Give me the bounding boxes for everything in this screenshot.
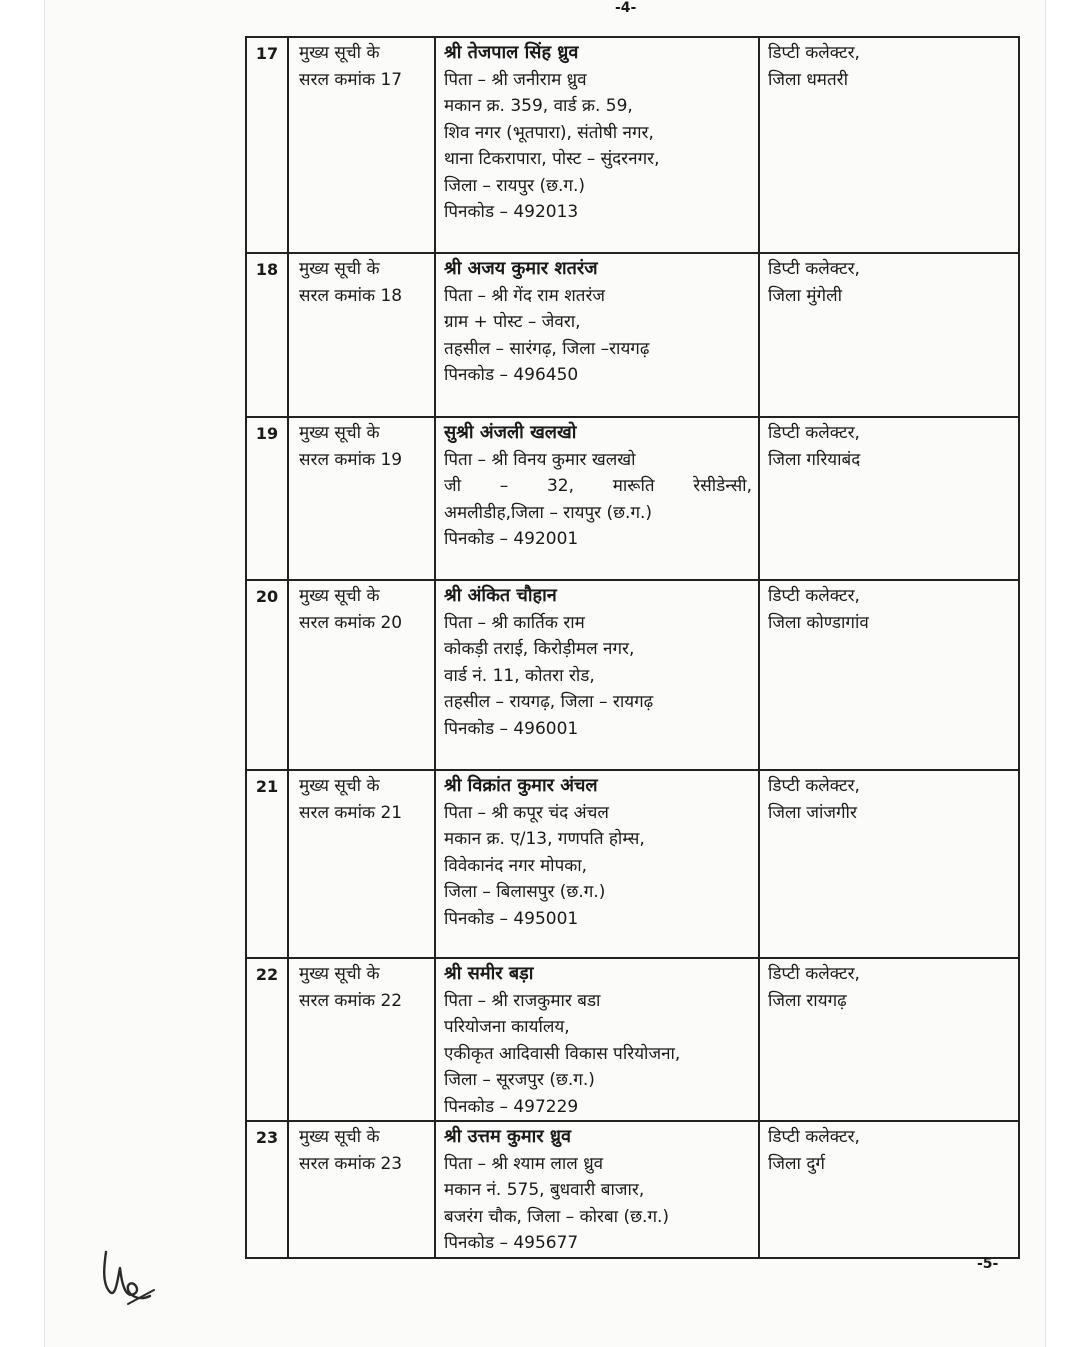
detail-line: पिनकोड – 492013 xyxy=(444,202,579,222)
table-row xyxy=(246,1121,1019,1258)
detail-line: पिता – श्री कपूर चंद अंचल xyxy=(444,802,609,823)
posting-line: डिप्टी कलेक्टर, xyxy=(768,1127,860,1147)
main-list-reference xyxy=(288,958,435,1121)
posting-line: जिला कोण्डागांव xyxy=(768,612,869,633)
officer-details xyxy=(435,253,759,417)
posting-line: जिला धमतरी xyxy=(768,69,849,90)
detail-line: पिता – श्री गेंद राम शतरंज xyxy=(444,285,606,306)
reference-line: सरल कमांक 23 xyxy=(299,1153,403,1174)
detail-line: पिनकोड – 496001 xyxy=(444,718,579,739)
detail-line: थाना टिकरापारा, पोस्ट – सुंदरनगर, xyxy=(444,149,660,169)
main-list-reference xyxy=(288,37,435,253)
reference-line: सरल कमांक 17 xyxy=(299,69,403,90)
detail-line: अमलीडीह,जिला – रायपुर (छ.ग.) xyxy=(444,502,653,523)
serial-number: 18 xyxy=(246,253,288,417)
posting xyxy=(759,253,1019,417)
reference-line: सरल कमांक 19 xyxy=(299,449,403,470)
document-page xyxy=(44,0,1046,1347)
posting xyxy=(759,1121,1019,1258)
posting xyxy=(759,958,1019,1121)
detail-line: ग्राम + पोस्ट – जेवरा, xyxy=(444,312,581,332)
posting xyxy=(759,580,1019,770)
posting-line: जिला दुर्ग xyxy=(768,1153,825,1174)
reference-line: मुख्य सूची के xyxy=(299,423,380,443)
posting-line: डिप्टी कलेक्टर, xyxy=(768,43,860,63)
reference-line: मुख्य सूची के xyxy=(299,1127,380,1147)
detail-line: जिला – सूरजपुर (छ.ग.) xyxy=(444,1070,595,1090)
serial-number: 17 xyxy=(246,37,288,253)
page-number-bottom: -5- xyxy=(977,1256,999,1272)
detail-line: पिता – श्री जनीराम ध्रुव xyxy=(444,69,587,90)
detail-line: शिव नगर (भूतपारा), संतोषी नगर, xyxy=(444,122,654,143)
reference-line: मुख्य सूची के xyxy=(299,43,380,63)
posting-line: डिप्टी कलेक्टर, xyxy=(768,423,860,443)
detail-line: बजरंग चौक, जिला – कोरबा (छ.ग.) xyxy=(444,1206,670,1227)
reference-line: सरल कमांक 18 xyxy=(299,285,403,306)
main-list-reference xyxy=(288,1121,435,1258)
posting-line: डिप्टी कलेक्टर, xyxy=(768,776,860,796)
officer-details xyxy=(435,770,759,958)
serial-number: 23 xyxy=(246,1121,288,1258)
serial-number: 20 xyxy=(246,580,288,770)
detail-line: पिता – श्री विनय कुमार खलखो xyxy=(444,449,636,470)
page-number-top: -4- xyxy=(615,0,637,16)
detail-line: विवेकानंद नगर मोपका, xyxy=(444,855,588,876)
detail-line: पिनकोड – 497229 xyxy=(444,1096,579,1117)
officer-name: श्री अजय कुमार शतरंज xyxy=(444,258,598,279)
officer-details xyxy=(435,958,759,1121)
serial-number: 22 xyxy=(246,958,288,1121)
detail-line: मकान क्र. ए/13, गणपति होम्स, xyxy=(444,829,645,849)
posting-line: जिला मुंगेली xyxy=(768,285,843,306)
posting-line: जिला जांजगीर xyxy=(768,802,857,823)
detail-line: परियोजना कार्यालय, xyxy=(444,1017,570,1037)
reference-line: सरल कमांक 22 xyxy=(299,990,403,1011)
main-list-reference xyxy=(288,580,435,770)
posting xyxy=(759,417,1019,580)
officer-name: श्री अंकित चौहान xyxy=(444,585,557,606)
detail-line: पिनकोड – 492001 xyxy=(444,529,579,549)
officer-details xyxy=(435,417,759,580)
detail-line: पिता – श्री राजकुमार बडा xyxy=(444,990,601,1011)
officer-name: श्री विक्रांत कुमार अंचल xyxy=(444,775,598,796)
detail-line: तहसील – सारंगढ़, जिला –रायगढ़ xyxy=(444,338,650,359)
main-list-reference xyxy=(288,770,435,958)
detail-line: पिनकोड – 495677 xyxy=(444,1233,579,1253)
detail-line: तहसील – रायगढ़, जिला – रायगढ़ xyxy=(444,692,654,712)
posting-line: जिला गरियाबंद xyxy=(768,449,861,470)
posting xyxy=(759,770,1019,958)
serial-number: 19 xyxy=(246,417,288,580)
detail-line: पिता – श्री कार्तिक राम xyxy=(444,612,585,633)
detail-line: पिनकोड – 496450 xyxy=(444,365,579,385)
posting xyxy=(759,37,1019,253)
main-list-reference xyxy=(288,417,435,580)
reference-line: मुख्य सूची के xyxy=(299,586,380,606)
detail-line: मकान नं. 575, बुधवारी बाजार, xyxy=(444,1180,645,1200)
reference-line: मुख्य सूची के xyxy=(299,964,380,984)
detail-line: जी – 32, मारूति रेसीडेन्सी, xyxy=(444,476,752,496)
reference-line: सरल कमांक 21 xyxy=(299,802,403,823)
detail-line: जिला – रायपुर (छ.ग.) xyxy=(444,175,586,196)
officer-name: श्री तेजपाल सिंह ध्रुव xyxy=(444,42,579,63)
table-row xyxy=(246,37,1019,253)
detail-line: वार्ड नं. 11, कोतरा रोड, xyxy=(444,665,595,686)
table-row xyxy=(246,580,1019,770)
main-list-reference xyxy=(288,253,435,417)
detail-line: पिनकोड – 495001 xyxy=(444,908,579,929)
detail-line: एकीकृत आदिवासी विकास परियोजना, xyxy=(444,1043,681,1064)
reference-line: सरल कमांक 20 xyxy=(299,612,403,633)
table-row xyxy=(246,958,1019,1121)
serial-number: 21 xyxy=(246,770,288,958)
officer-details xyxy=(435,1121,759,1258)
reference-line: मुख्य सूची के xyxy=(299,259,380,279)
detail-line: कोकड़ी तराई, किरोड़ीमल नगर, xyxy=(444,639,635,659)
officer-details xyxy=(435,580,759,770)
handwritten-signature xyxy=(98,1246,158,1316)
detail-line: जिला – बिलासपुर (छ.ग.) xyxy=(444,882,606,902)
detail-line: मकान क्र. 359, वार्ड क्र. 59, xyxy=(444,96,633,116)
table-row xyxy=(246,417,1019,580)
officer-name: श्री समीर बड़ा xyxy=(444,963,534,984)
table-row xyxy=(246,253,1019,417)
officer-details xyxy=(435,37,759,253)
officer-name: श्री उत्तम कुमार ध्रुव xyxy=(444,1126,571,1147)
posting-table xyxy=(245,36,1020,1259)
table-row xyxy=(246,770,1019,958)
officer-name: सुश्री अंजली खलखो xyxy=(444,422,577,443)
posting-line: डिप्टी कलेक्टर, xyxy=(768,586,860,606)
reference-line: मुख्य सूची के xyxy=(299,776,380,796)
posting-line: जिला रायगढ़ xyxy=(768,990,847,1011)
posting-line: डिप्टी कलेक्टर, xyxy=(768,964,860,984)
detail-line: पिता – श्री श्याम लाल ध्रुव xyxy=(444,1153,604,1174)
posting-line: डिप्टी कलेक्टर, xyxy=(768,259,860,279)
